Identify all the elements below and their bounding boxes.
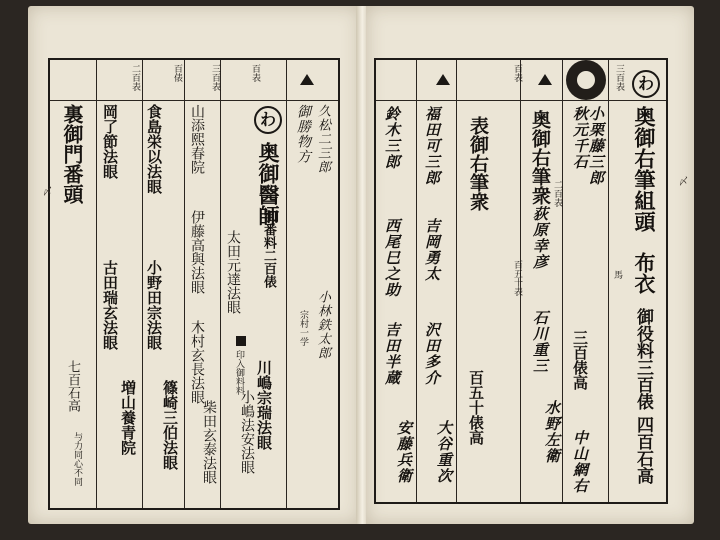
doctor-name: 川嶋宗瑞法眼 (255, 360, 273, 450)
kokudaka-label: 四百石高 (633, 416, 653, 484)
stipend-note: 二百表 (552, 180, 562, 207)
official-name: 荻原幸彦 (531, 206, 549, 270)
stipend-note: 二百表 (130, 64, 140, 91)
stipend-label: 三百俵高 (571, 330, 589, 390)
column-rule (142, 60, 143, 508)
page-title: 奥御右筆組頭 (632, 106, 657, 232)
doctor-name: 木村玄長法眼 (189, 320, 205, 404)
book-spread (10, 6, 700, 526)
section-title: 表御右筆衆 (467, 116, 489, 211)
column-rule (562, 60, 563, 502)
official-name: 小栗藤三郎 (587, 106, 605, 186)
doctor-name: 柴田玄泰法眼 (201, 400, 217, 484)
rank-label: 布衣 (632, 252, 657, 294)
stipend-label: 百五十俵高 (467, 370, 485, 445)
stipend-note: 印入御料料 (234, 350, 244, 395)
row-rule (50, 100, 338, 101)
column-rule (286, 60, 287, 508)
official-name: 沢田多介 (423, 322, 441, 386)
section-marker-icon (300, 74, 314, 85)
official-name: 御勝物方 (295, 104, 311, 164)
right-page-frame (374, 58, 668, 504)
doctor-name: 食島栄以法眼 (145, 104, 163, 194)
column-rule (96, 60, 97, 508)
official-name: 安藤兵衛 (395, 420, 413, 484)
gate-stipend: 七百石高 (65, 360, 80, 412)
section-badge: わ (254, 106, 282, 134)
official-name: 大谷重次 (435, 420, 453, 484)
official-name: 久松二三郎 (315, 104, 330, 174)
stipend-note: 宗村一学 (298, 310, 308, 346)
section-marker-icon (538, 74, 552, 85)
doctor-name: 伊藤高與法眼 (189, 210, 205, 294)
column-rule (220, 60, 221, 508)
left-page-frame (48, 58, 340, 510)
doctor-name: 小嶋法安法眼 (239, 390, 255, 474)
section-marker-icon (436, 74, 450, 85)
doctor-name: 古田瑞玄法眼 (101, 260, 119, 350)
official-name: 小林鉄太郎 (315, 290, 330, 360)
stipend-note: 馬 (612, 270, 622, 279)
section-title: 奥御醫師 (256, 142, 281, 226)
square-mark-icon (236, 336, 246, 346)
stipend-note: 百表 (250, 64, 260, 82)
official-name: 中山網右 (571, 430, 589, 494)
doctor-name: 小野田宗法眼 (145, 260, 163, 350)
stipend-note: 百表 (512, 64, 522, 82)
column-rule (416, 60, 417, 502)
official-name: 石川重三 (531, 310, 549, 374)
gate-heading: 裏御門番頭 (60, 104, 84, 204)
official-name: 西尾巳之助 (383, 218, 401, 298)
margin-mark: 〆 (676, 176, 687, 186)
right-page (366, 6, 694, 524)
family-crest-icon (566, 60, 606, 100)
margin-mark: 〆 (40, 186, 51, 196)
row-rule (376, 100, 666, 101)
official-name: 秋元千石 (571, 106, 589, 170)
official-name: 福田可三郎 (423, 106, 441, 186)
left-page (28, 6, 360, 524)
official-name: 吉岡勇太 (423, 218, 441, 282)
doctor-name: 山添熙春院 (189, 104, 205, 174)
doctor-name: 岡了節法眼 (101, 104, 119, 179)
doctor-name: 太田元達法眼 (225, 230, 241, 314)
column-rule (184, 60, 185, 508)
column-rule (608, 60, 609, 502)
stipend-note: 三百表 (614, 64, 624, 91)
stipend-note: 百五十表 (512, 260, 522, 296)
section-title: 奥御右筆衆 (529, 110, 551, 205)
doctor-name: 篠崎三伯法眼 (161, 380, 179, 470)
doctor-name: 増山養青院 (119, 380, 137, 455)
section-badge: わ (632, 70, 660, 98)
column-rule (456, 60, 457, 502)
official-name: 水野左衛 (543, 400, 561, 464)
stipend-note: 百俵 (172, 64, 182, 82)
stipend-note: 三百表 (210, 64, 220, 91)
gate-note: 与力同心不同 (72, 432, 82, 486)
salary-label: 御役料三百俵 (633, 308, 653, 410)
official-name: 吉田半蔵 (383, 322, 401, 386)
section-stipend: 御番料二百俵 (261, 210, 276, 288)
official-name: 鈴木三郎 (383, 106, 401, 170)
